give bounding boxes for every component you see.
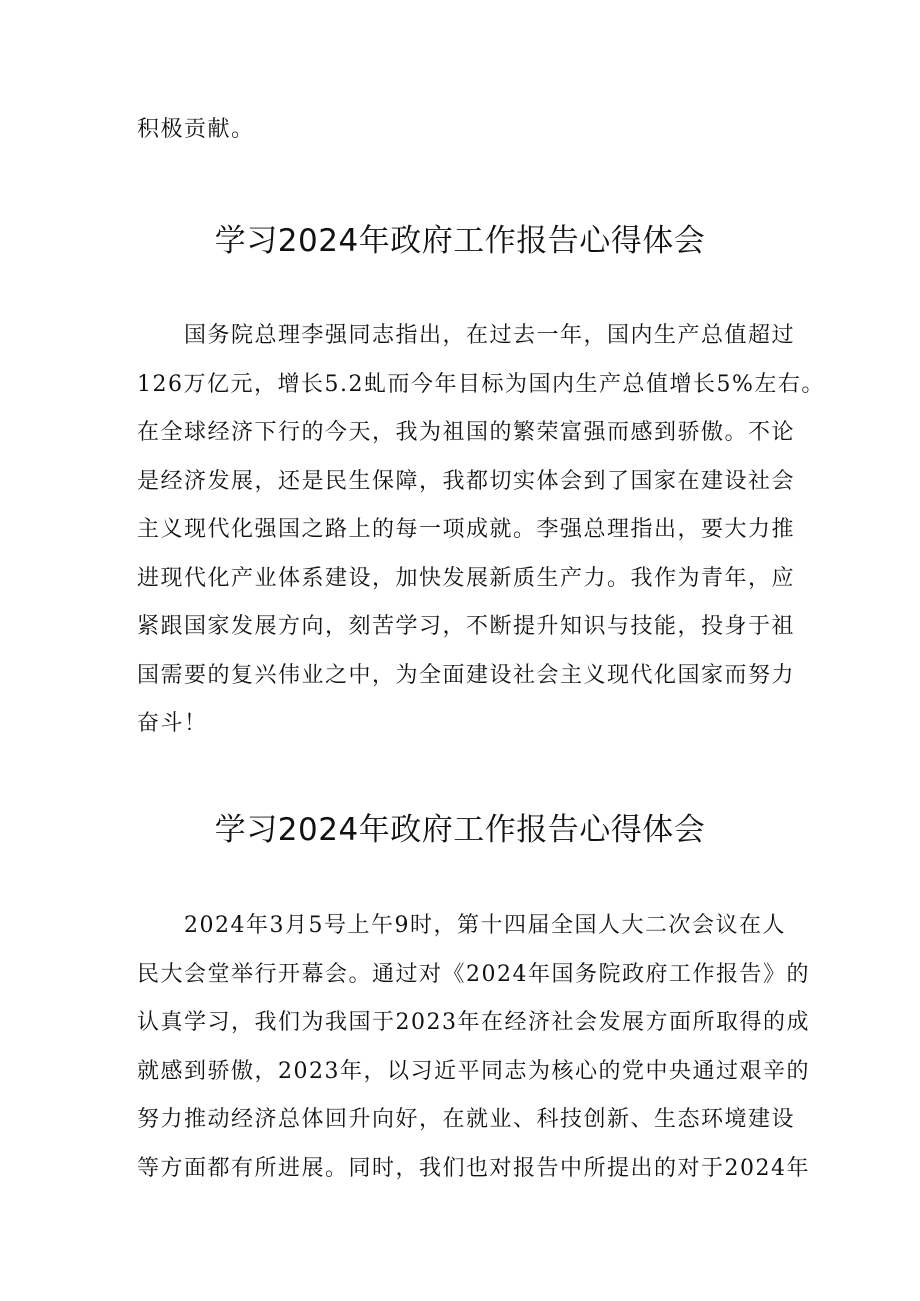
section-2-paragraph xyxy=(137,902,810,1193)
section-heading-2: 学习2024年政府工作报告心得体会 xyxy=(214,812,706,848)
section-1-paragraph xyxy=(137,312,825,749)
paragraph-line: 进现代化产业体系建设，加快发展新质生产力。我作为青年，应 xyxy=(137,565,796,591)
paragraph-line: 认真学习，我们为我国于2023年在经济社会发展方面所取得的成 xyxy=(137,1010,810,1035)
paragraph-line: 紧跟国家发展方向，刻苦学习，不断提升知识与技能，投身于祖 xyxy=(137,614,796,639)
paragraph-line: 2024年3月5号上午9时，第十四届全国人大二次会议在人 xyxy=(184,913,786,938)
paragraph-line: 126万亿元，增长5.2虬而今年目标为国内生产总值增长5%左右。 xyxy=(137,371,825,397)
paragraph-line: 国需要的复兴伟业之中，为全面建设社会主义现代化国家而努力 xyxy=(137,662,796,688)
section-heading-1: 学习2024年政府工作报告心得体会 xyxy=(214,223,706,259)
paragraph-line: 等方面都有所进展。同时，我们也对报告中所提出的对于2024年 xyxy=(137,1155,810,1181)
paragraph-line: 是经济发展，还是民生保障，我都切实体会到了国家在建设社会 xyxy=(137,468,796,494)
paragraph-line: 奋斗！ xyxy=(137,711,208,736)
paragraph-line: 积极贡献。 xyxy=(137,117,255,142)
paragraph-line: 努力推动经济总体回升向好，在就业、科技创新、生态环境建设 xyxy=(137,1107,796,1132)
paragraph-line: 主义现代化强国之路上的每一项成就。李强总理指出，要大力推 xyxy=(137,517,796,542)
paragraph-line: 国务院总理李强同志指出，在过去一年，国内生产总值超过 xyxy=(184,323,796,348)
intro-paragraph xyxy=(137,106,797,155)
paragraph-line: 民大会堂举行开幕会。通过对《2024年国务院政府工作报告》的 xyxy=(137,961,810,987)
paragraph-line: 就感到骄傲，2023年，以习近平同志为核心的党中央通过艰辛的 xyxy=(137,1058,810,1084)
paragraph-line: 在全球经济下行的今天，我为祖国的繁荣富强而感到骄傲。不论 xyxy=(137,420,796,445)
